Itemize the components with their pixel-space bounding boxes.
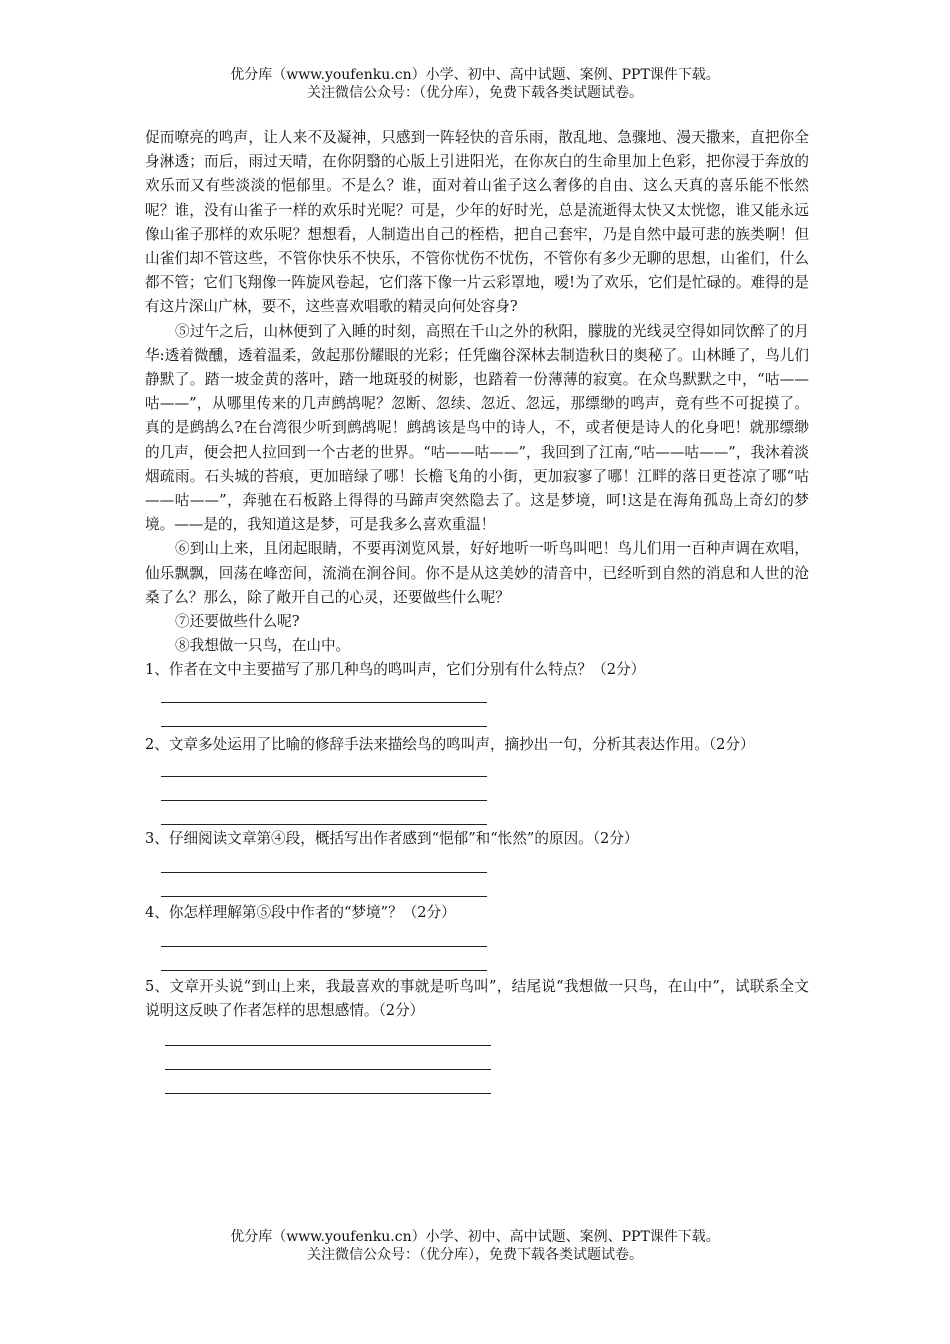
answer-line[interactable]: [161, 777, 487, 801]
header-line-2: 关注微信公众号：（优分库），免费下载各类试题试卷。: [307, 85, 643, 101]
passage-paragraph-6: ⑥到山上来，且闭起眼睛，不要再浏览风景，好好地听一听鸟叫吧！鸟儿们用一百种声调在欢唱，仙乐飘飘，回荡在峰峦间，流淌在涧谷间。你不是从这美妙的清音中，已经听到自然的消息和人世的沧桑了么？那么，除了敞开自己的心灵，还要做些什么呢？: [145, 540, 809, 606]
answer-area-1: [145, 679, 809, 727]
answer-area-2: [145, 753, 809, 825]
answer-line[interactable]: [165, 1070, 491, 1094]
answer-line[interactable]: [161, 947, 487, 971]
answer-line[interactable]: [161, 703, 487, 727]
header-line-1: 优分库（www.youfenku.cn）小学、初中、高中试题、案例、PPT课件下载。: [230, 67, 720, 83]
answer-line[interactable]: [161, 753, 487, 777]
answer-line[interactable]: [161, 873, 487, 897]
question-5: 5、文章开头说“到山上来，我最喜欢的事就是听鸟叫”，结尾说“我想做一只鸟，在山中”，试联系全文说明这反映了作者怎样的思想感情。（2分）: [145, 978, 809, 1020]
answer-line[interactable]: [165, 1022, 491, 1046]
answer-line[interactable]: [165, 1046, 491, 1070]
answer-line[interactable]: [161, 679, 487, 703]
answer-line[interactable]: [161, 849, 487, 873]
answer-area-3: [145, 849, 809, 897]
page-header: [0, 66, 950, 102]
question-2: 2、文章多处运用了比喻的修辞手法来描绘鸟的鸣叫声，摘抄出一句，分析其表达作用。（2分）: [145, 735, 755, 753]
footer-line-2: 关注微信公众号：（优分库），免费下载各类试题试卷。: [307, 1247, 643, 1263]
passage-paragraph-continued: 促而嘹亮的鸣声，让人来不及凝神，只感到一阵轻快的音乐雨，散乱地、急骤地、漫天撒来，直把你全身淋透；而后，雨过天晴，在你阴翳的心版上引进阳光，在你灰白的生命里加上色彩，把你浸于奔放的欢乐而又有些淡淡的悒郁里。不是么？谁，面对着山雀子这么奢侈的自由、这么天真的喜乐能不怅然呢？谁，没有山雀子一样的欢乐时光呢？可是，少年的好时光，总是流逝得太快又太恍惚，谁又能永远像山雀子那样的欢乐呢？想想看，人制造出自己的桎梏，把自己套牢，乃是自然中最可悲的族类啊！但山雀们却不管这些，不管你快乐不快乐，不管你忧伤不忧伤，不管你有多少无聊的思想，山雀们，什么都不管；它们飞翔像一阵旋风卷起，它们落下像一片云彩罩地，嗳!为了欢乐，它们是忙碌的。难得的是有这片深山广林，要不，这些喜欢唱歌的精灵向何处容身?: [145, 129, 809, 316]
answer-area-4: [145, 923, 809, 971]
answer-line[interactable]: [161, 801, 487, 825]
passage-paragraph-8: ⑧我想做一只鸟，在山中。: [175, 637, 351, 655]
question-3: 3、仔细阅读文章第④段，概括写出作者感到“悒郁”和“怅然”的原因。（2分）: [145, 829, 639, 847]
page-body: [145, 126, 809, 1094]
page-footer: [0, 1228, 950, 1264]
answer-line[interactable]: [161, 923, 487, 947]
answer-area-5: [145, 1022, 809, 1094]
question-1: 1、作者在文中主要描写了那几种鸟的鸣叫声，它们分别有什么特点？（2分）: [145, 661, 646, 679]
footer-line-1: 优分库（www.youfenku.cn）小学、初中、高中试题、案例、PPT课件下载。: [230, 1229, 720, 1245]
passage-paragraph-7: ⑦还要做些什么呢?: [175, 613, 300, 631]
question-4: 4、你怎样理解第⑤段中作者的“梦境”？（2分）: [145, 904, 456, 922]
passage-paragraph-5: ⑤过午之后，山林便到了入睡的时刻，高照在千山之外的秋阳，朦胧的光线灵空得如同饮醉了的月华:透着微醺，透着温柔，敛起那份耀眼的光彩；任凭幽谷深林去制造秋日的奥秘了。山林睡了，鸟儿们静默了。踏一坡金黄的落叶，踏一地斑驳的树影，也踏着一份薄薄的寂寞。在众鸟默默之中，“咕——咕——”，从哪里传来的几声鹧鸪呢？忽断、忽续、忽近、忽远，那缥缈的鸣声，竟有些不可捉摸了。真的是鹧鸪么?在台湾很少听到鹧鸪呢！鹧鸪该是鸟中的诗人，不，或者便是诗人的化身吧！就那缥缈的几声，便会把人拉回到一个古老的世界。“咕——咕——”，我回到了江南,“咕——咕——”，我沐着淡烟疏雨。石头城的苔痕，更加暗绿了哪！长檐飞角的小街，更加寂寥了哪！江畔的落日更苍凉了哪“咕——咕——”，奔驰在石板路上得得的马蹄声突然隐去了。这是梦境，呵!这是在海角孤岛上奇幻的梦境。——是的，我知道这是梦，可是我多么喜欢重温！: [145, 322, 809, 534]
